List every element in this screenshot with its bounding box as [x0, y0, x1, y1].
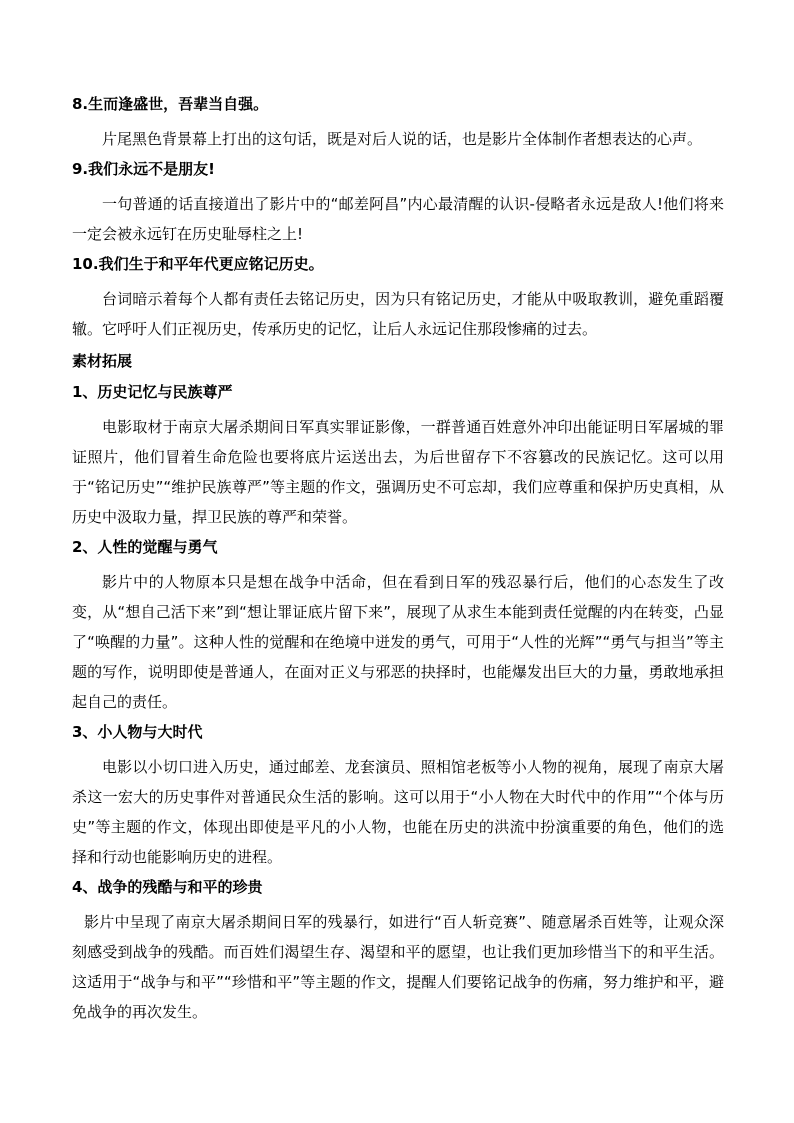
- topic-paragraph-4: 影片中呈现了南京大屠杀期间日军的残暴行，如进行“百人斩竞赛”、随意屠杀百姓等，让观众深刻感受到战争的残酷。而百姓们渴望生存、渴望和平的愿望，也让我们更加珍惜当下的和平生活。这适用于“战争与和平”“珍惜和平”等主题的作文，提醒人们要铭记战争的伤痛，努力维护和平，避免战争的再次发生。: [72, 913, 724, 1021]
- section-heading-9: 9.我们永远不是朋友!: [72, 160, 215, 178]
- section-heading-8: 8.生而逢盛世，吾辈当自强。: [72, 95, 269, 113]
- topic-heading-2: 2、人性的觉醒与勇气: [72, 538, 218, 556]
- topic-paragraph-2: 影片中的人物原本只是想在战争中活命，但在看到日军的残忍暴行后，他们的心态发生了改变，从“想自己活下来”到“想让罪证底片留下来”，展现了从求生本能到责任觉醒的内在转变，凸显了“唤醒的力量”。这种人性的觉醒和在绝境中迸发的勇气，可用于“人性的光辉”“勇气与担当”等主题的写作，说明即使是普通人，在面对正义与邪恶的抉择时，也能爆发出巨大的力量，勇敢地承担起自己的责任。: [72, 573, 724, 711]
- topic-heading-4: 4、战争的残酷与和平的珍贵: [72, 878, 263, 896]
- section-heading-10: 10.我们生于和平年代更应铭记历史。: [72, 255, 324, 273]
- section-paragraph-10: 台词暗示着每个人都有责任去铭记历史，因为只有铭记历史，才能从中吸取教训，避免重蹈覆辙。它呼吁人们正视历史，传承历史的记忆，让后人永远记住那段惨痛的过去。: [72, 290, 724, 338]
- topic-heading-1: 1、历史记忆与民族尊严: [72, 383, 233, 401]
- section-paragraph-8: 片尾黑色背景幕上打出的这句话，既是对后人说的话，也是影片全体制作者想表达的心声。: [102, 130, 703, 148]
- topic-paragraph-3: 电影以小切口进入历史，通过邮差、龙套演员、照相馆老板等小人物的视角，展现了南京大屠杀这一宏大的历史事件对普通民众生活的影响。这可以用于“小人物在大时代中的作用”“个体与历史”等主题的作文，体现出即使是平凡的小人物，也能在历史的洪流中扮演重要的角色，他们的选择和行动也能影响历史的进程。: [72, 758, 724, 866]
- expansion-title: 素材拓展: [72, 352, 133, 370]
- topic-paragraph-1: 电影取材于南京大屠杀期间日军真实罪证影像，一群普通百姓意外冲印出能证明日军屠城的罪证照片，他们冒着生命危险也要将底片运送出去，为后世留存下不容篡改的民族记忆。这可以用于“铭记历史”“维护民族尊严”等主题的作文，强调历史不可忘却，我们应尊重和保护历史真相，从历史中汲取力量，捍卫民族的尊严和荣誉。: [72, 418, 724, 526]
- topic-heading-3: 3、小人物与大时代: [72, 723, 203, 741]
- section-paragraph-9: 一句普通的话直接道出了影片中的“邮差阿昌”内心最清醒的认识-侵略者永远是敌人!他们将来一定会被永远钉在历史耻辱柱之上!: [72, 195, 724, 243]
